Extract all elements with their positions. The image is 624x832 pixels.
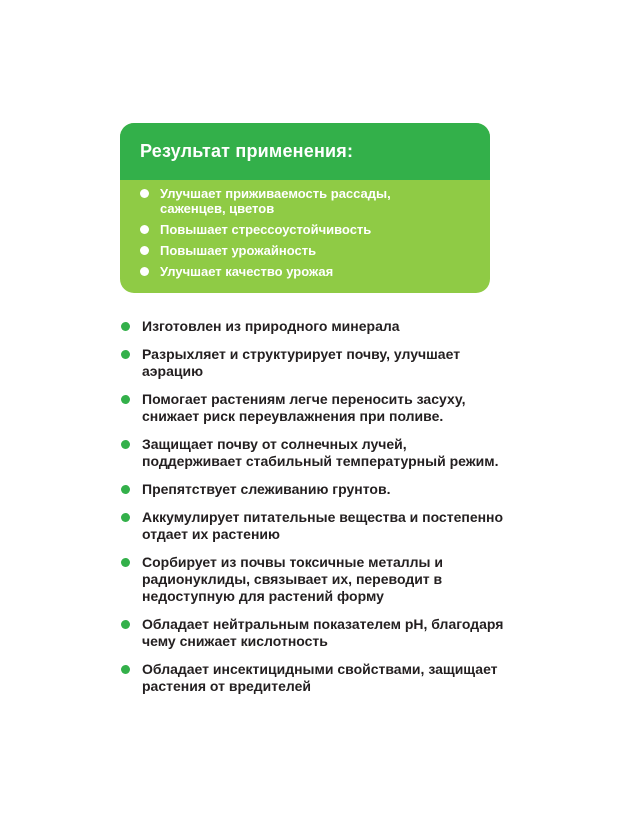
feature-text: Изготовлен из природного минерала (142, 318, 400, 334)
feature-text: Аккумулирует питательные вещества и постепенно отдает их растению (142, 509, 504, 542)
feature-item (120, 554, 510, 605)
feature-item (120, 661, 510, 695)
bullet-dot-icon (140, 267, 149, 276)
feature-item (120, 481, 510, 498)
feature-item (120, 616, 510, 650)
bullet-dot-icon (121, 620, 130, 629)
feature-text: Защищает почву от солнечных лучей, поддерживает стабильный температурный режим. (142, 436, 499, 469)
feature-item (120, 346, 510, 380)
bullet-dot-icon (121, 513, 130, 522)
features-list (120, 318, 510, 706)
results-list-item (140, 243, 490, 258)
bullet-dot-icon (140, 225, 149, 234)
results-item-text: Улучшает качество урожая (160, 264, 334, 279)
results-card-header (120, 123, 490, 180)
feature-text: Разрыхляет и структурирует почву, улучшает аэрацию (142, 346, 461, 379)
results-item-text: Повышает урожайность (160, 243, 317, 258)
bullet-dot-icon (140, 246, 149, 255)
results-card (120, 123, 490, 293)
bullet-dot-icon (121, 395, 130, 404)
bullet-dot-icon (140, 189, 149, 198)
results-item-text: Улучшает приживаемость рассады, саженцев, цветов (160, 186, 391, 216)
results-card-title: Результат применения: (140, 141, 354, 161)
feature-item (120, 318, 510, 335)
results-list-item (140, 264, 490, 279)
bullet-dot-icon (121, 440, 130, 449)
results-list-item (140, 186, 420, 216)
bullet-dot-icon (121, 322, 130, 331)
feature-text: Препятствует слеживанию грунтов. (142, 481, 391, 497)
results-list (120, 180, 490, 279)
feature-item (120, 509, 510, 543)
bullet-dot-icon (121, 665, 130, 674)
feature-item (120, 436, 510, 470)
feature-item (120, 391, 510, 425)
feature-text: Обладает инсектицидными свойствами, защищает растения от вредителей (142, 661, 498, 694)
feature-text: Помогает растениям легче переносить засуху, снижает риск переувлажнения при поливе. (142, 391, 466, 424)
results-list-item (140, 222, 490, 237)
bullet-dot-icon (121, 485, 130, 494)
bullet-dot-icon (121, 350, 130, 359)
bullet-dot-icon (121, 558, 130, 567)
results-item-text: Повышает стрессоустойчивость (160, 222, 372, 237)
feature-text: Сорбирует из почвы токсичные металлы и радионуклиды, связывает их, переводит в недоступную для растений форму (142, 554, 443, 604)
feature-text: Обладает нейтральным показателем pH, благодаря чему снижает кислотность (142, 616, 504, 649)
